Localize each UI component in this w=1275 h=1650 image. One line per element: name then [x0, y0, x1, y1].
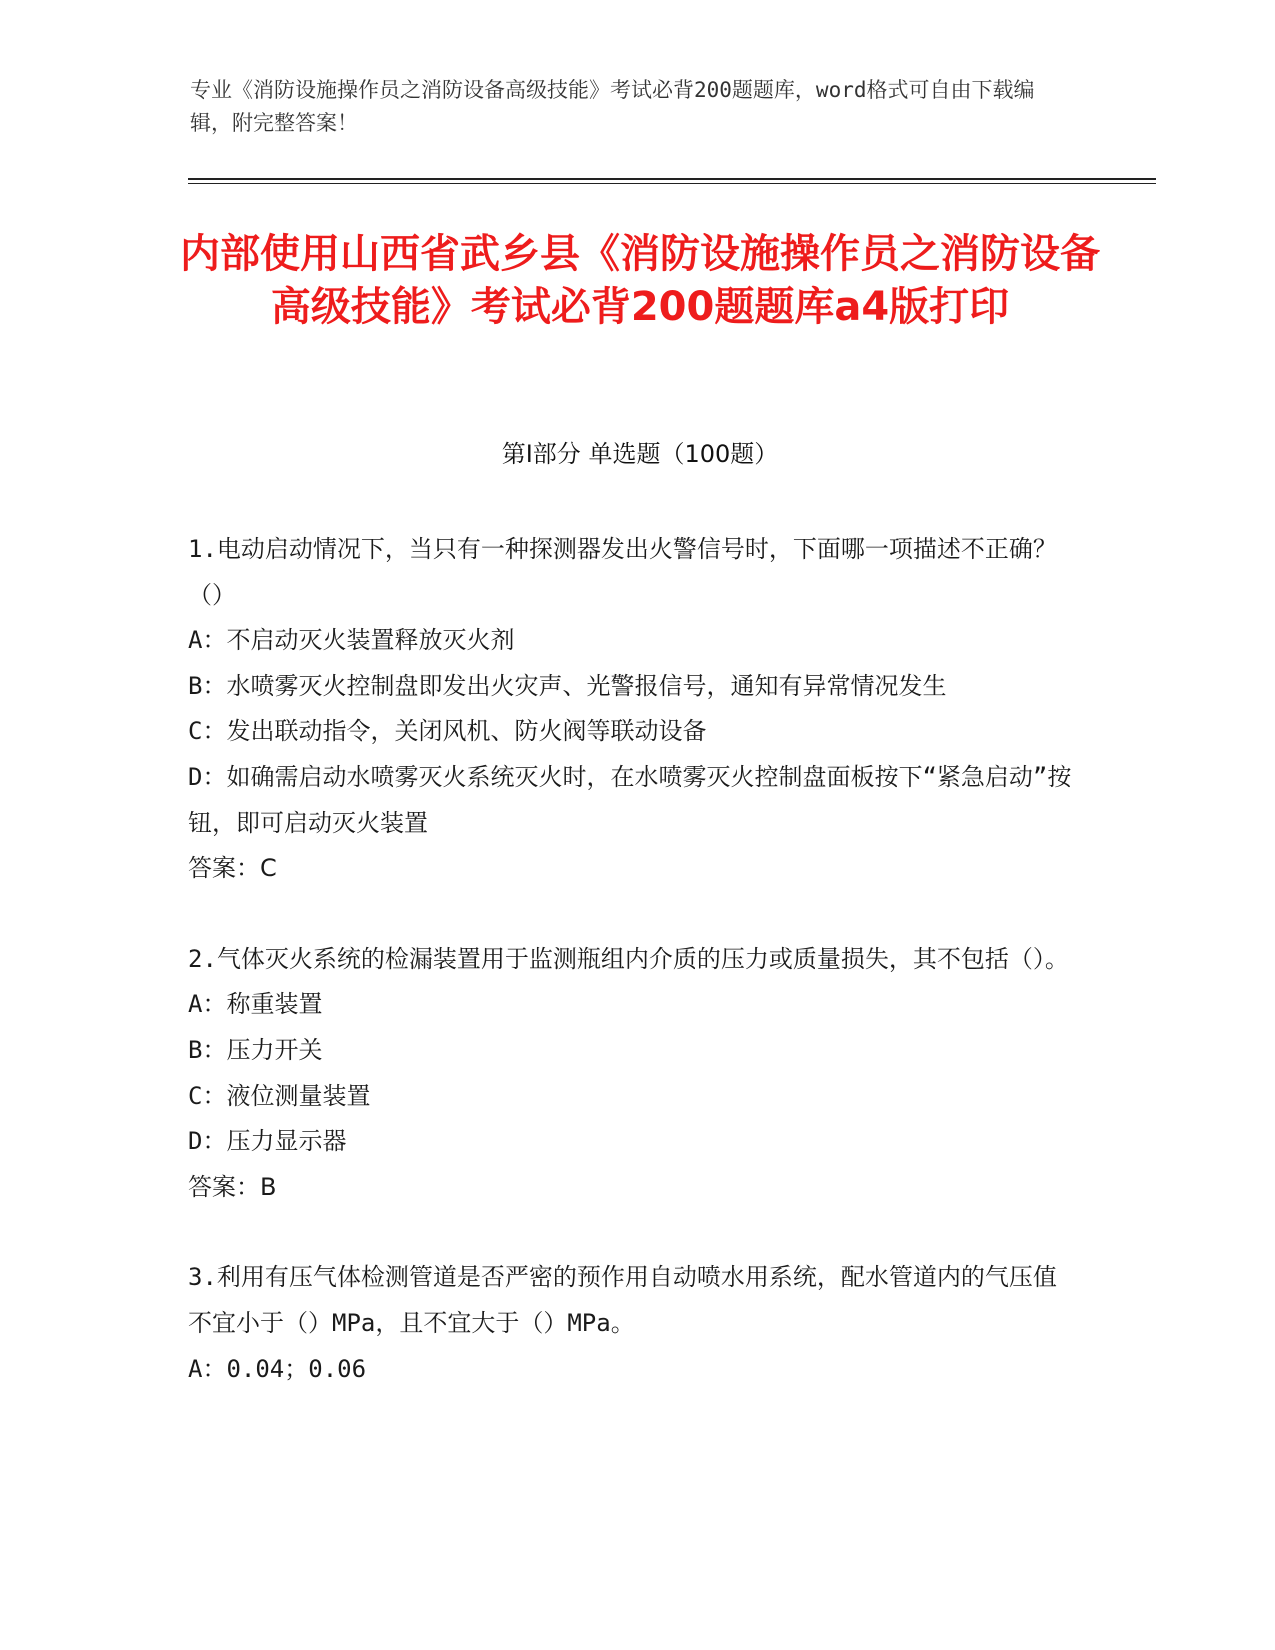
question-answer: 答案：B [188, 1172, 277, 1201]
header-divider-thin [188, 183, 1156, 184]
question-option-d: D：如确需启动水喷雾灭火系统灭火时，在水喷雾灭火控制盘面板按下“紧急启动”按钮，即可启动灭火装置 [188, 762, 1072, 837]
header-divider-thick [188, 178, 1156, 180]
header-note: 专业《消防设施操作员之消防设备高级技能》考试必背200题题库，word格式可自由下载编辑，附完整答案！ [190, 78, 1035, 135]
question-option-d: D：压力显示器 [188, 1127, 347, 1156]
question-option-b: B：压力开关 [188, 1035, 323, 1064]
question-option-c: C：发出联动指令，关闭风机、防火阀等联动设备 [188, 717, 707, 746]
question-item [188, 937, 1078, 1211]
question-option-a: A：称重装置 [188, 990, 323, 1019]
question-option-c: C：液位测量装置 [188, 1081, 371, 1110]
question-option-a: A：0.04；0.06 [188, 1354, 367, 1383]
question-item [188, 527, 1078, 892]
question-answer: 答案：C [188, 854, 277, 883]
document-title: 内部使用山西省武乡县《消防设施操作员之消防设备高级技能》考试必背200题题库a4版打印 [180, 231, 1100, 330]
question-item [188, 1255, 1078, 1392]
question-option-a: A：不启动灭火装置释放灭火剂 [188, 626, 515, 655]
question-list [188, 527, 1078, 1437]
question-stem: 3.利用有压气体检测管道是否严密的预作用自动喷水用系统，配水管道内的气压值不宜小于（）MPa，且不宜大于（）MPa。 [188, 1263, 1057, 1337]
section-heading: 第I部分 单选题（100题） [501, 440, 779, 468]
question-stem: 2.气体灭火系统的检漏装置用于监测瓶组内介质的压力或质量损失，其不包括（）。 [188, 944, 1069, 973]
question-option-b: B：水喷雾灭火控制盘即发出火灾声、光警报信号，通知有异常情况发生 [188, 671, 947, 700]
question-stem: 1.电动启动情况下，当只有一种探测器发出火警信号时，下面哪一项描述不正确？（） [188, 535, 1057, 609]
